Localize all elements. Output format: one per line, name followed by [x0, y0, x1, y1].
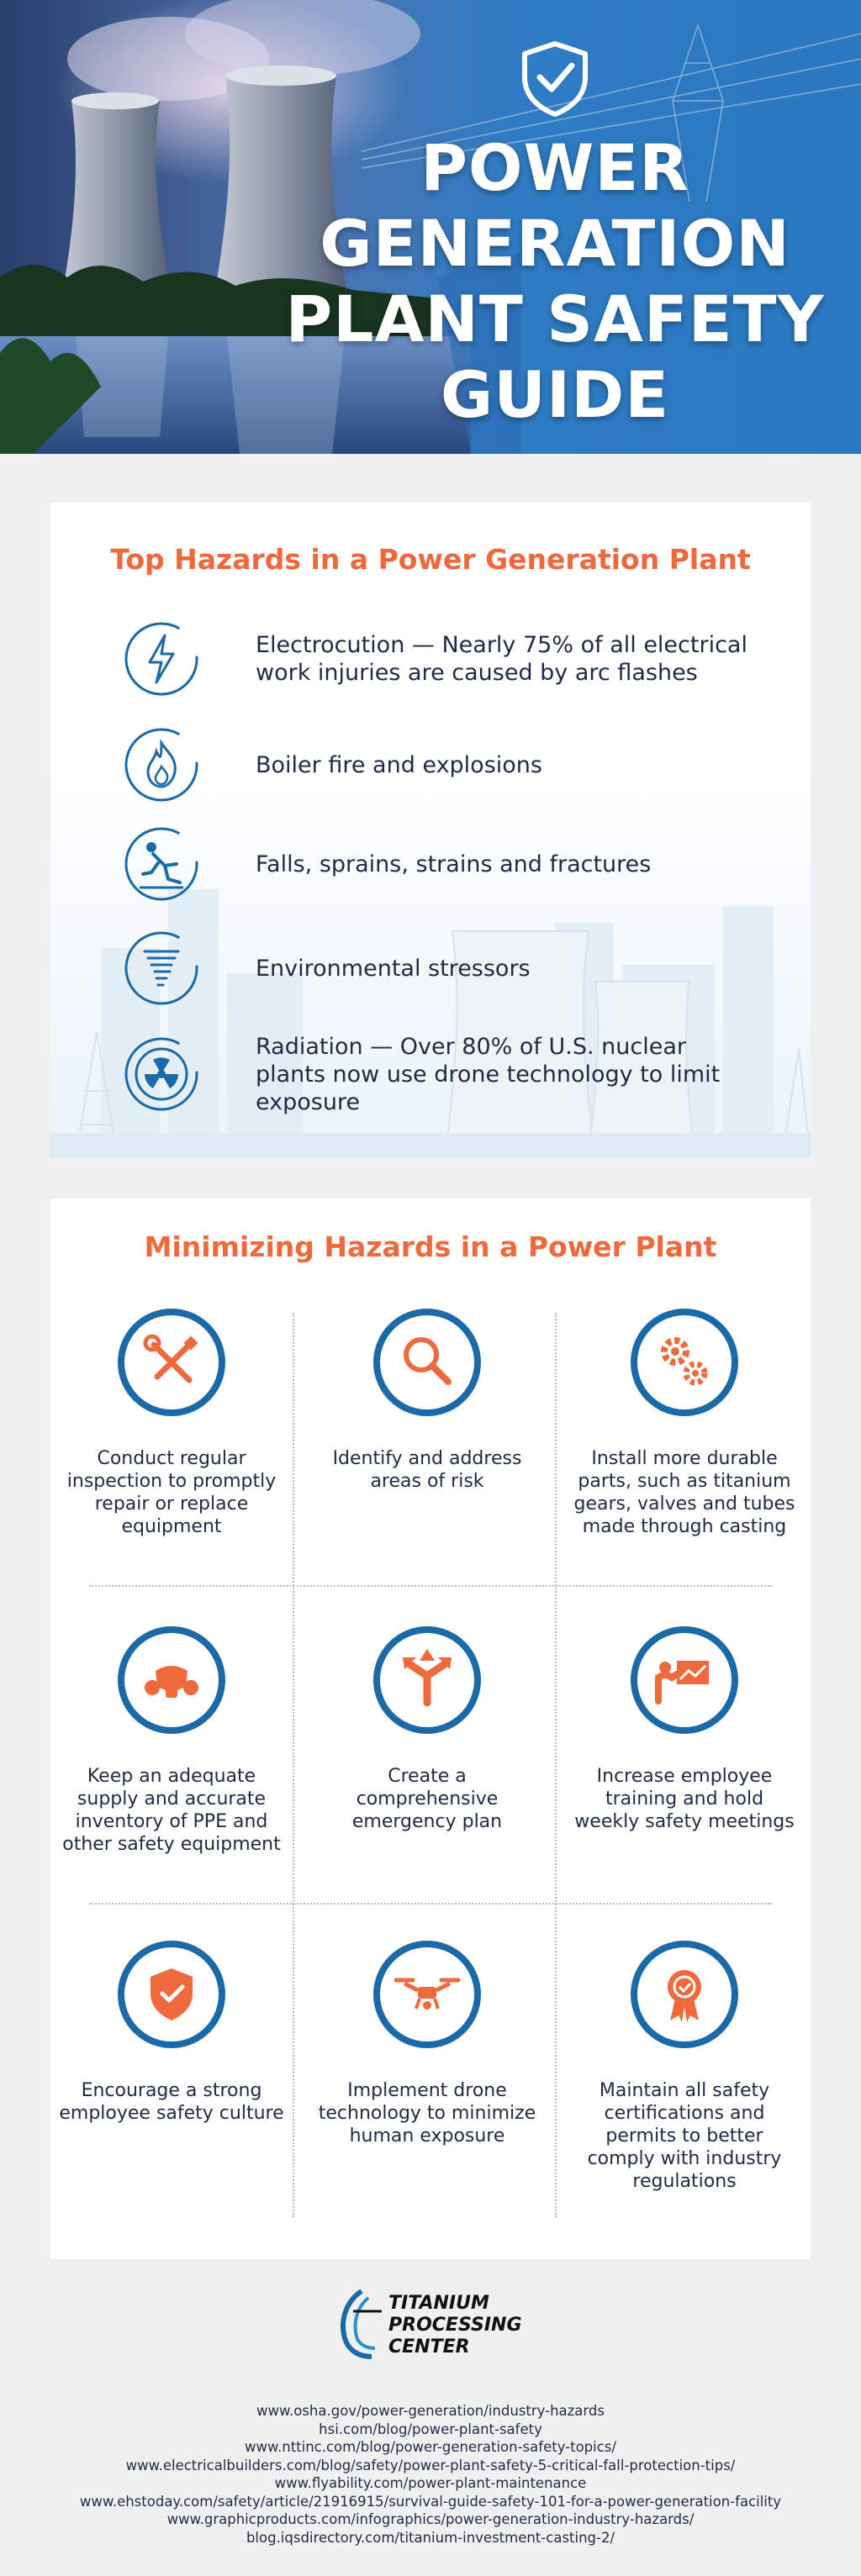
hazard-item	[121, 619, 777, 703]
magnifier-icon	[371, 1306, 483, 1419]
title-line: GUIDE	[440, 357, 670, 432]
split-arrows-icon	[371, 1624, 483, 1736]
logo-text	[388, 2293, 522, 2358]
company-logo	[328, 2286, 547, 2362]
grid-divider	[89, 1903, 772, 1904]
source-link: www.nttinc.com/blog/power-generation-safety-topics/	[245, 2439, 616, 2455]
tile-text: Identify and address areas of risk	[332, 1448, 522, 1492]
shield-check-icon	[115, 1938, 228, 2051]
gears-icon	[628, 1306, 741, 1419]
logo-line: PROCESSING	[388, 2315, 522, 2336]
falling-person-icon	[121, 824, 202, 904]
tile-text: Implement drone technology to minimize human exposure	[318, 2080, 536, 2147]
hazard-item	[121, 928, 777, 1012]
page-title	[252, 130, 858, 433]
tile-text: Create a comprehensive emergency plan	[351, 1766, 503, 1832]
lightning-icon	[121, 619, 202, 699]
drone-icon	[371, 1938, 483, 2051]
hazard-text: Boiler fire and explosions	[256, 751, 542, 778]
logo-swoosh-icon	[328, 2286, 388, 2362]
hazards-title: Top Hazards in a Power Generation Plant	[110, 543, 751, 576]
hazard-text: Falls, sprains, strains and fractures	[256, 851, 652, 877]
hazard-text: Electrocution — Nearly 75% of all electrical work injuries are caused by arc flashes	[256, 632, 747, 686]
tile-text: Install more durable parts, such as titanium gears, valves and tubes made through casting	[573, 1448, 795, 1537]
top-hazards-card	[50, 503, 811, 1158]
hazard-item	[121, 724, 777, 809]
hero-banner	[0, 0, 861, 454]
hazard-text: Environmental stressors	[256, 955, 531, 982]
tile-text: Increase employee training and hold weekly safety meetings	[574, 1766, 795, 1832]
source-link: hsi.com/blog/power-plant-safety	[319, 2421, 542, 2437]
minimizing-title: Minimizing Hazards in a Power Plant	[144, 1230, 717, 1263]
hazard-text: Radiation — Over 80% of U.S. nuclear plants now use drone technology to limit exposure	[256, 1033, 721, 1115]
tile-text: Keep an adequate supply and accurate inventory of PPE and other safety equipment	[62, 1766, 281, 1855]
title-line: POWER	[420, 130, 689, 205]
logo-line: CENTER	[388, 2336, 470, 2357]
fire-icon	[121, 724, 202, 805]
source-link: www.electricalbuilders.com/blog/safety/power-plant-safety-5-critical-fall-protection-tips/	[125, 2457, 736, 2473]
hazard-item	[121, 824, 777, 908]
source-link: blog.iqsdirectory.com/titanium-investment-casting-2/	[246, 2529, 615, 2546]
source-link: www.graphicproducts.com/infographics/power-generation-industry-hazards/	[166, 2511, 695, 2527]
title-line: PLANT SAFETY	[285, 282, 825, 356]
source-link: www.flyability.com/power-plant-maintenance	[274, 2475, 587, 2491]
source-link: www.ehstoday.com/safety/article/21916915/survival-guide-safety-101-for-a-power-generation-facility	[79, 2493, 782, 2510]
logo-line: TITANIUM	[388, 2293, 489, 2314]
radiation-icon	[121, 1034, 202, 1114]
tornado-icon	[121, 928, 202, 1009]
grid-divider	[293, 1313, 294, 2217]
tile-text: Conduct regular inspection to promptly repair or replace equipment	[66, 1448, 277, 1537]
source-link: www.osha.gov/power-generation/industry-hazards	[256, 2403, 605, 2419]
sources-list	[0, 2402, 861, 2547]
title-line: GENERATION	[320, 206, 790, 281]
wrench-screwdriver-icon	[115, 1306, 228, 1419]
tile-text: Maintain all safety certifications and permits to better comply with industry regulations	[587, 2080, 782, 2192]
respirator-mask-icon	[115, 1624, 228, 1736]
hazard-item	[121, 1034, 777, 1118]
shield-check-icon	[520, 40, 590, 118]
grid-divider	[89, 1585, 772, 1587]
presentation-icon	[628, 1624, 741, 1736]
award-ribbon-icon	[628, 1938, 741, 2051]
grid-divider	[555, 1313, 557, 2217]
minimizing-hazards-card	[50, 1198, 811, 2259]
tile-text: Encourage a strong employee safety culture	[59, 2080, 284, 2124]
